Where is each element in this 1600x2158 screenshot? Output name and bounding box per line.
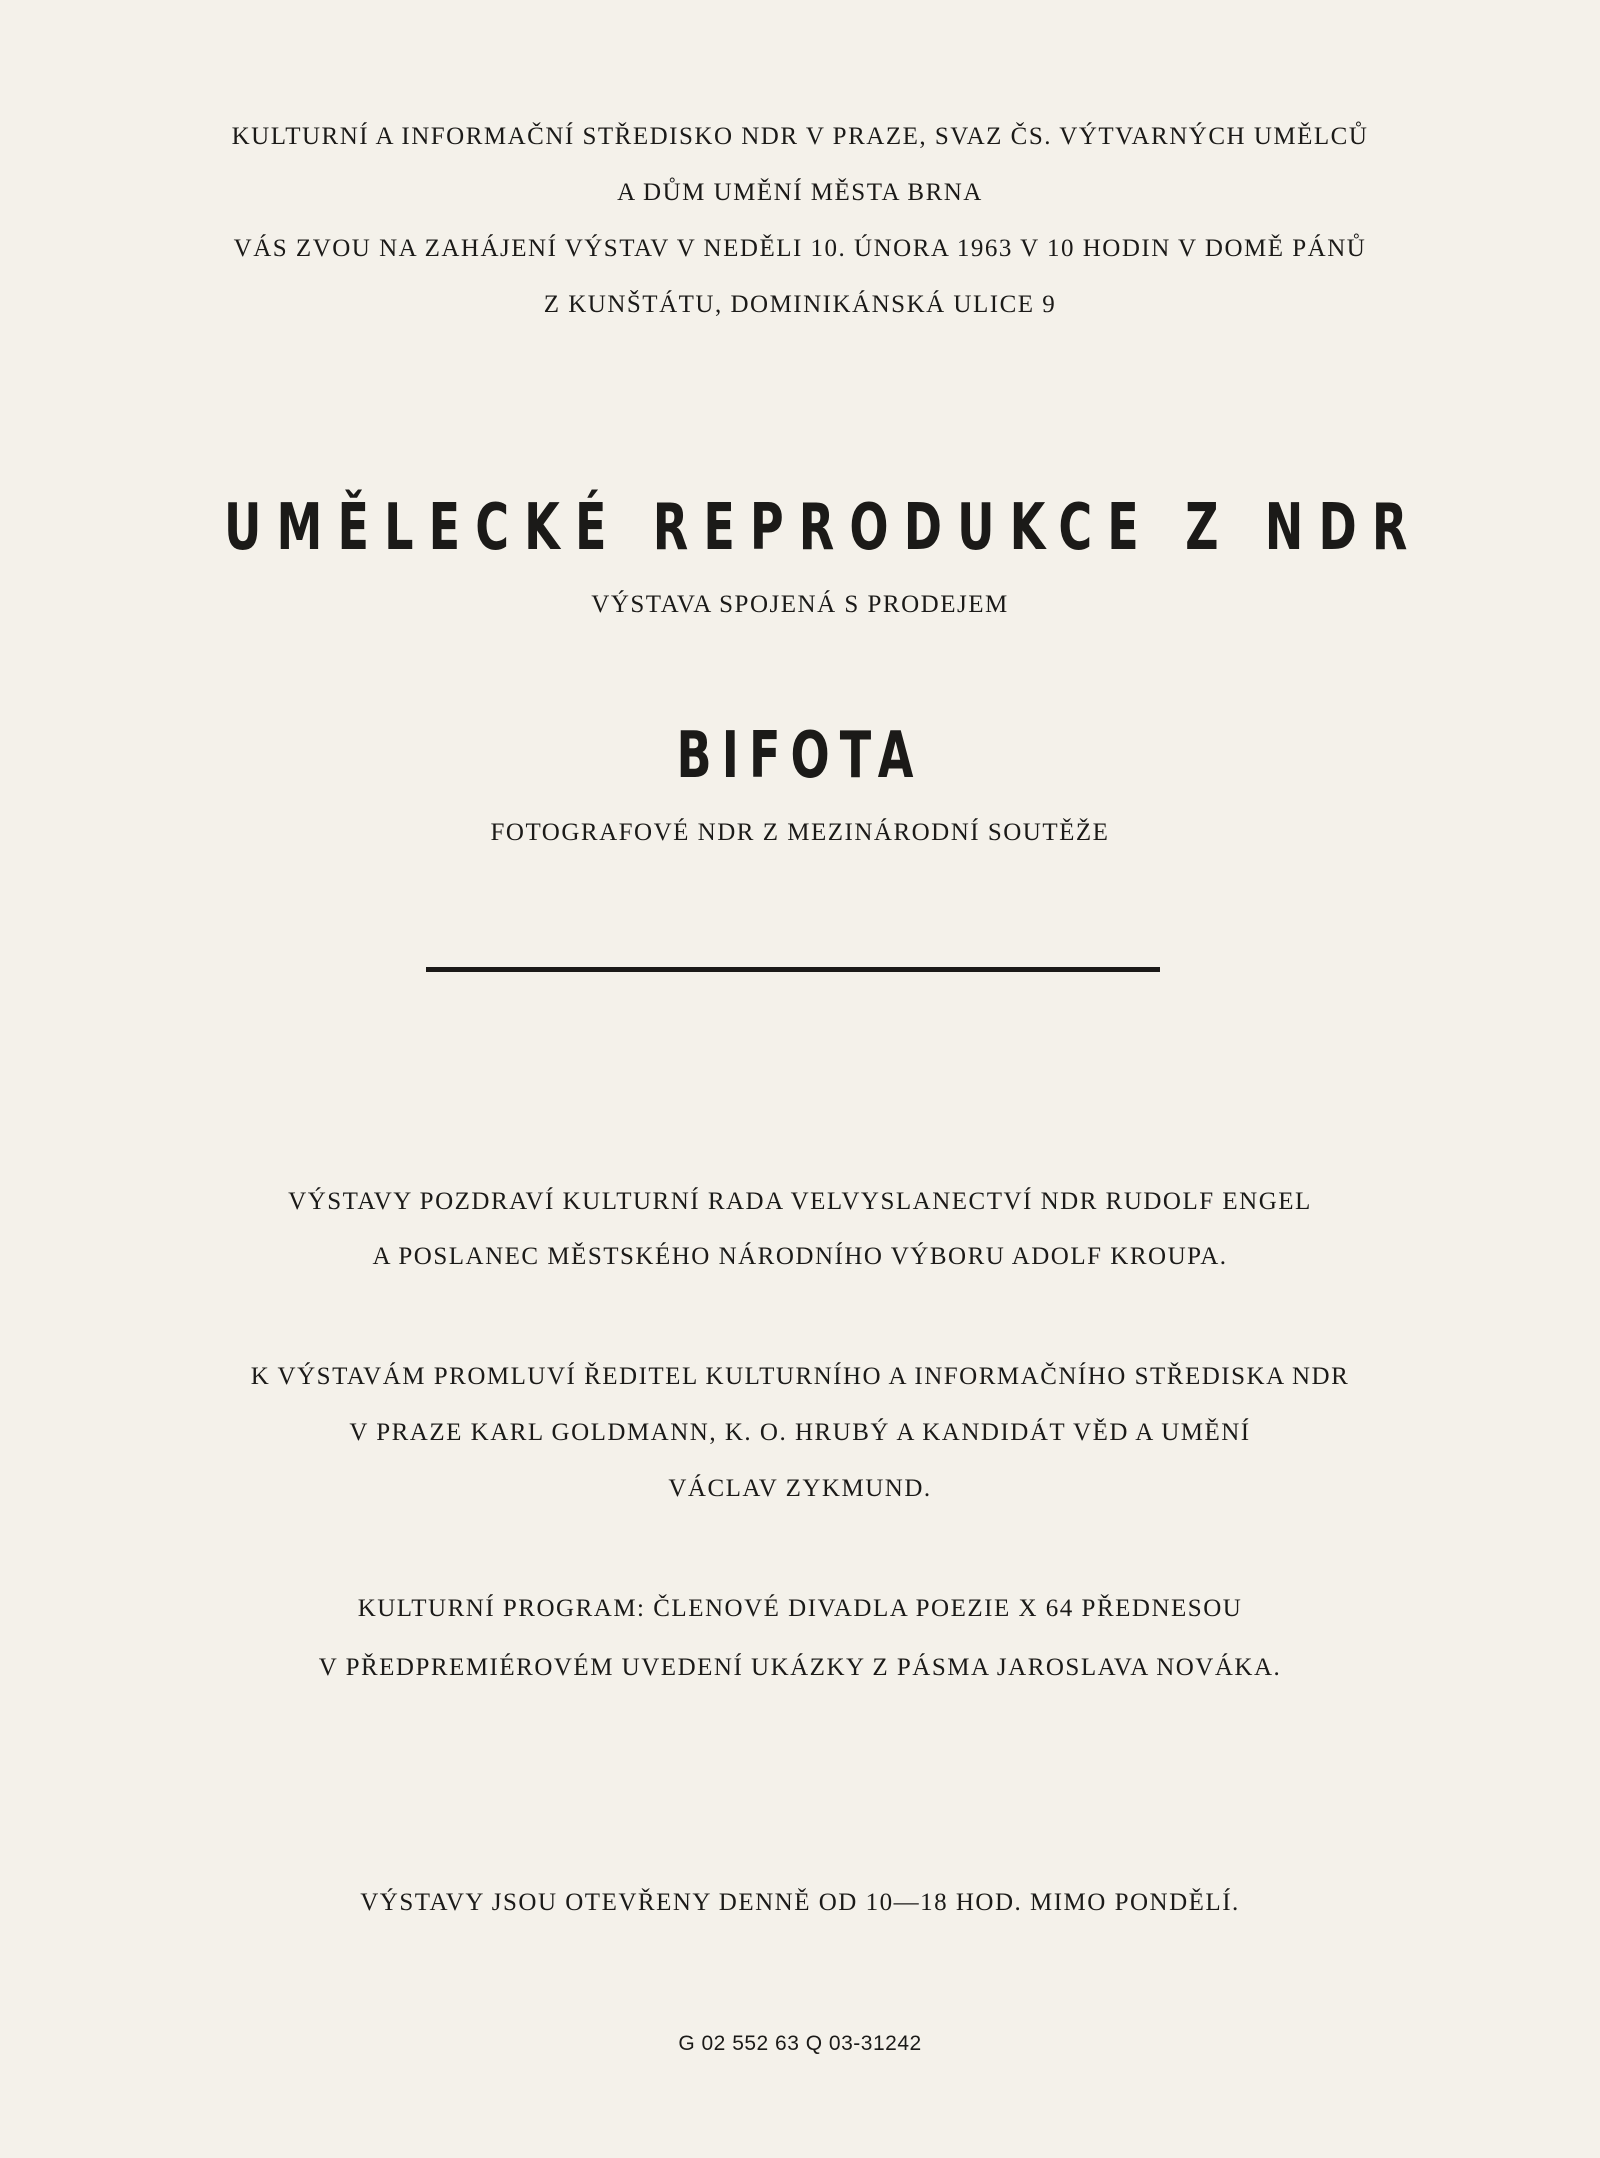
opening-hours: VÝSTAVY JSOU OTEVŘENY DENNĚ OD 10—18 HOD. MIMO PONDĚLÍ. <box>360 1889 1240 1916</box>
program-line-1: KULTURNÍ PROGRAM: ČLENOVÉ DIVADLA POEZIE X 64 PŘEDNESOU <box>357 1595 1243 1622</box>
header-line-4: Z KUNŠTÁTU, DOMINIKÁNSKÁ ULICE 9 <box>543 291 1057 318</box>
speakers-line-1: K VÝSTAVÁM PROMLUVÍ ŘEDITEL KULTURNÍHO A INFORMAČNÍHO STŘEDISKA NDR <box>250 1363 1350 1390</box>
exhibition-subtitle-bifota: FOTOGRAFOVÉ NDR Z MEZINÁRODNÍ SOUTĚŽE <box>490 819 1110 846</box>
header-line-3: VÁS ZVOU NA ZAHÁJENÍ VÝSTAV V NEDĚLI 10. ÚNORA 1963 V 10 HODIN V DOMĚ PÁNŮ <box>233 235 1367 262</box>
print-code: G 02 552 63 Q 03-31242 <box>678 2032 922 2055</box>
exhibition-title-reproductions: UMĚLECKÉ REPRODUKCE Z NDR <box>224 491 1423 565</box>
exhibition-title-bifota: BIFOTA <box>676 719 924 793</box>
greeting-line-1: VÝSTAVY POZDRAVÍ KULTURNÍ RADA VELVYSLANECTVÍ NDR RUDOLF ENGEL <box>288 1188 1312 1215</box>
speakers-line-2: V PRAZE KARL GOLDMANN, K. O. HRUBÝ A KANDIDÁT VĚD A UMĚNÍ <box>349 1419 1251 1446</box>
greeting-line-2: A POSLANEC MĚSTSKÉHO NÁRODNÍHO VÝBORU ADOLF KROUPA. <box>372 1243 1228 1270</box>
exhibition-subtitle-reproductions: VÝSTAVA SPOJENÁ S PRODEJEM <box>591 591 1009 618</box>
speakers-line-3: VÁCLAV ZYKMUND. <box>668 1475 932 1502</box>
header-line-2: A DŮM UMĚNÍ MĚSTA BRNA <box>617 179 983 206</box>
program-line-2: V PŘEDPREMIÉROVÉM UVEDENÍ UKÁZKY Z PÁSMA JAROSLAVA NOVÁKA. <box>318 1654 1282 1681</box>
header-line-1: KULTURNÍ A INFORMAČNÍ STŘEDISKO NDR V PRAZE, SVAZ ČS. VÝTVARNÝCH UMĚLCŮ <box>231 123 1369 150</box>
divider-rule <box>426 967 1160 972</box>
